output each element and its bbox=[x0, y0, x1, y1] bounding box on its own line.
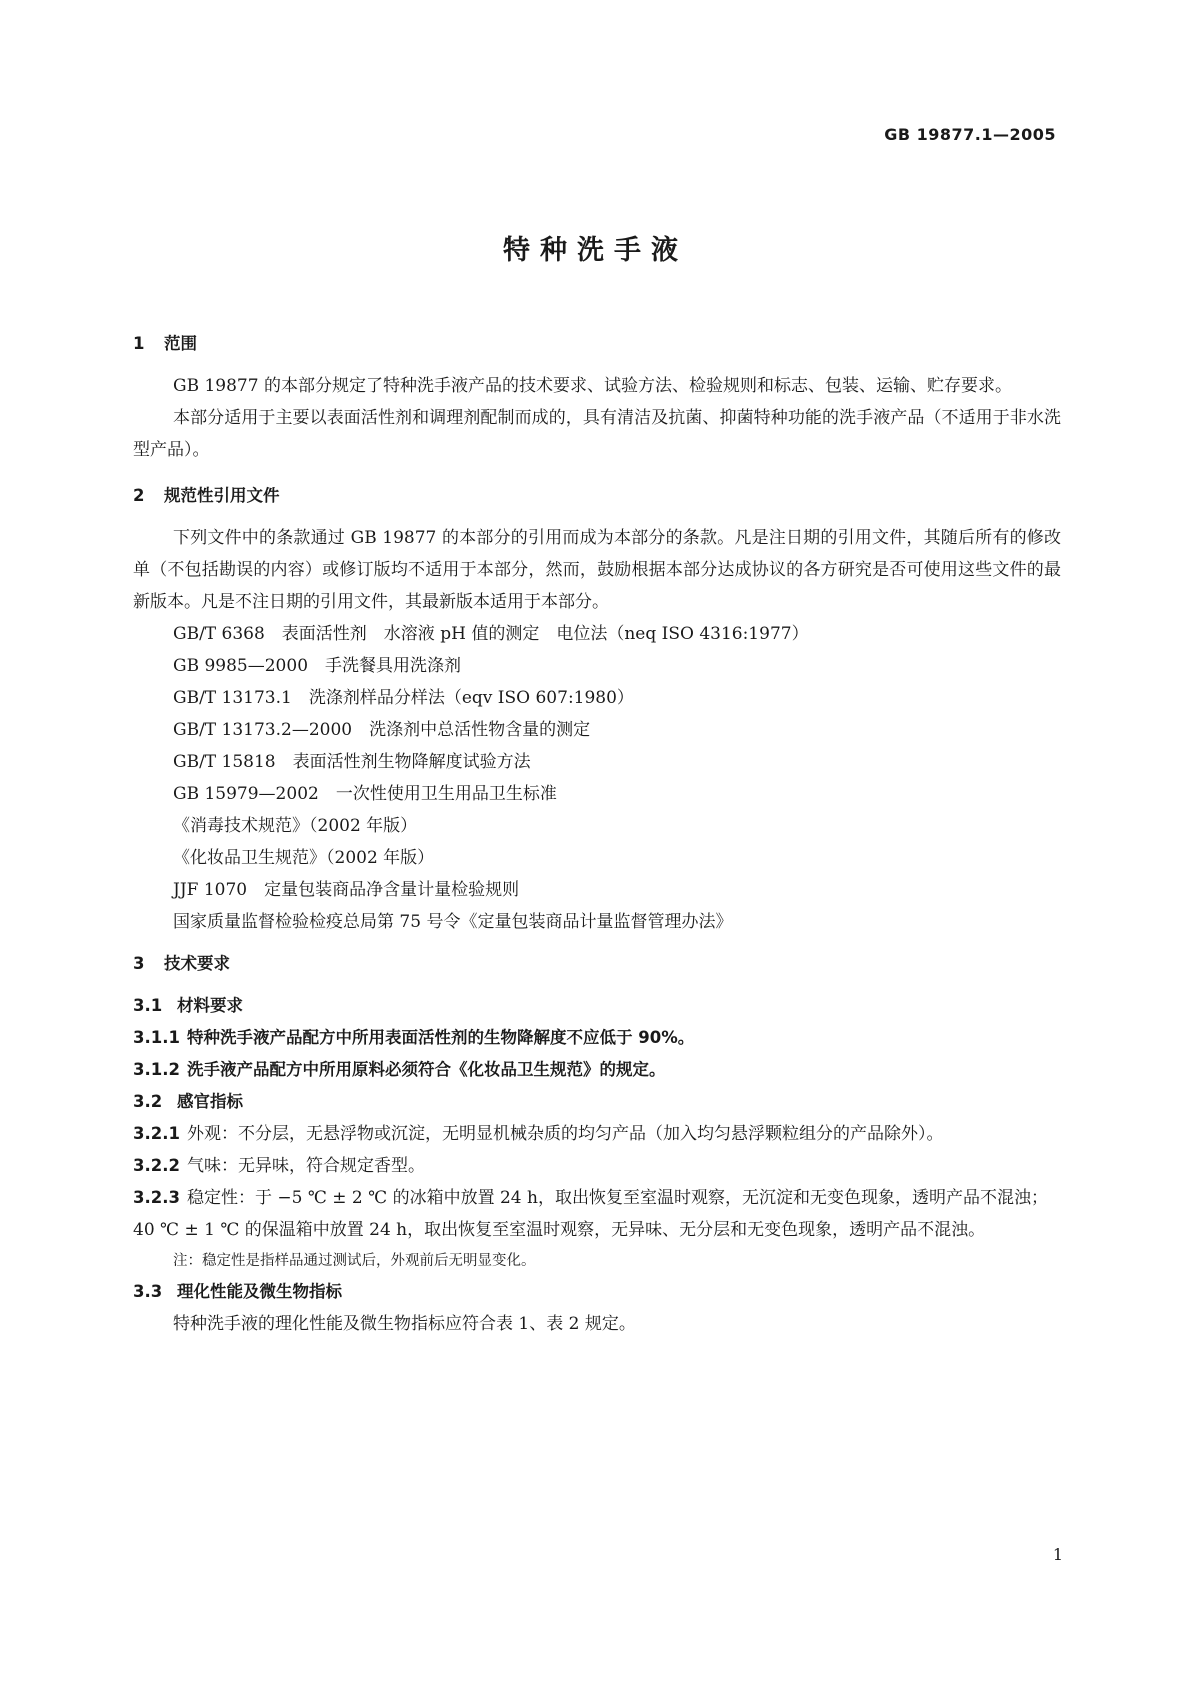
note: 注：稳定性是指样品通过测试后，外观前后无明显变化。 bbox=[173, 1253, 536, 1269]
section-1-heading bbox=[133, 328, 1061, 360]
clause-text: 稳定性：于 −5 ℃ ± 2 ℃ 的冰箱中放置 24 h，取出恢复至室温时观察，无沉淀和无变色现象，透明产品不混浊；40 ℃ ± 1 ℃ 的保温箱中放置 24 h，取出恢复至室温时观察，无异味、无分层和无变色现象，透明产品不混浊。 bbox=[133, 1188, 1048, 1240]
clause-3-2-2 bbox=[133, 1150, 1061, 1182]
clause-3-1-2 bbox=[133, 1054, 1061, 1086]
clause-number: 3.2.2 bbox=[133, 1156, 180, 1175]
section-number: 2 bbox=[133, 486, 145, 505]
standard-number: GB 19877.1—2005 bbox=[884, 125, 1056, 144]
section-3-heading bbox=[133, 948, 1061, 980]
section-number: 1 bbox=[133, 334, 145, 353]
clause-text: 特种洗手液产品配方中所用表面活性剂的生物降解度不应低于 90%。 bbox=[187, 1028, 695, 1047]
reference-item: GB 9985—2000 手洗餐具用洗涤剂 bbox=[173, 656, 462, 676]
subsection-title: 感官指标 bbox=[177, 1092, 243, 1111]
reference-item: JJF 1070 定量包装商品净含量计量检验规则 bbox=[173, 880, 520, 900]
paragraph: 本部分适用于主要以表面活性剂和调理剂配制而成的，具有清洁及抗菌、抑菌特种功能的洗手液产品（不适用于非水洗型产品）。 bbox=[133, 408, 1061, 460]
clause-3-2-1 bbox=[133, 1118, 1061, 1150]
section-2-heading bbox=[133, 480, 1061, 512]
subsection-3-2-heading bbox=[133, 1086, 1061, 1118]
page-title: 特种洗手液 bbox=[503, 235, 688, 266]
clause-number: 3.2.3 bbox=[133, 1188, 180, 1207]
subsection-number: 3.2 bbox=[133, 1092, 163, 1111]
subsection-title: 材料要求 bbox=[177, 996, 243, 1015]
reference-item: GB/T 13173.2—2000 洗涤剂中总活性物含量的测定 bbox=[173, 720, 591, 740]
subsection-number: 3.3 bbox=[133, 1282, 163, 1301]
reference-item: GB/T 13173.1 洗涤剂样品分样法（eqv ISO 607:1980） bbox=[173, 688, 634, 708]
clause-text: 外观：不分层，无悬浮物或沉淀，无明显机械杂质的均匀产品（加入均匀悬浮颗粒组分的产品除外）。 bbox=[187, 1124, 944, 1144]
reference-item: GB 15979—2002 一次性使用卫生用品卫生标准 bbox=[173, 784, 557, 804]
reference-item: 《化妆品卫生规范》（2002 年版） bbox=[173, 848, 435, 868]
subsection-number: 3.1 bbox=[133, 996, 163, 1015]
clause-text: 气味：无异味，符合规定香型。 bbox=[187, 1156, 425, 1176]
document-body bbox=[133, 328, 1061, 1340]
clause-3-1-1 bbox=[133, 1022, 1061, 1054]
reference-item: 国家质量监督检验检疫总局第 75 号令《定量包装商品计量监督管理办法》 bbox=[173, 912, 733, 932]
clause-text: 洗手液产品配方中所用原料必须符合《化妆品卫生规范》的规定。 bbox=[187, 1060, 666, 1079]
section-title: 规范性引用文件 bbox=[164, 486, 280, 505]
reference-item: GB/T 15818 表面活性剂生物降解度试验方法 bbox=[173, 752, 531, 772]
subsection-3-1-heading bbox=[133, 990, 1061, 1022]
reference-item: 《消毒技术规范》（2002 年版） bbox=[173, 816, 418, 836]
reference-item: GB/T 6368 表面活性剂 水溶液 pH 值的测定 电位法（neq ISO 4316:1977） bbox=[173, 624, 809, 644]
clause-3-2-3 bbox=[133, 1182, 1061, 1246]
clause-number: 3.1.1 bbox=[133, 1028, 180, 1047]
paragraph: 特种洗手液的理化性能及微生物指标应符合表 1、表 2 规定。 bbox=[173, 1314, 636, 1334]
subsection-title: 理化性能及微生物指标 bbox=[177, 1282, 342, 1301]
subsection-3-3-heading bbox=[133, 1276, 1061, 1308]
clause-number: 3.1.2 bbox=[133, 1060, 180, 1079]
page-number: 1 bbox=[1052, 1545, 1063, 1564]
clause-number: 3.2.1 bbox=[133, 1124, 180, 1143]
paragraph: GB 19877 的本部分规定了特种洗手液产品的技术要求、试验方法、检验规则和标志、包装、运输、贮存要求。 bbox=[173, 376, 1012, 396]
section-title: 范围 bbox=[164, 334, 197, 353]
section-title: 技术要求 bbox=[164, 954, 230, 973]
section-number: 3 bbox=[133, 954, 145, 973]
paragraph: 下列文件中的条款通过 GB 19877 的本部分的引用而成为本部分的条款。凡是注日期的引用文件，其随后所有的修改单（不包括勘误的内容）或修订版均不适用于本部分，然而，鼓励根据本部分达成协议的各方研究是否可使用这些文件的最新版本。凡是不注日期的引用文件，其最新版本适用于本部分。 bbox=[133, 528, 1061, 612]
